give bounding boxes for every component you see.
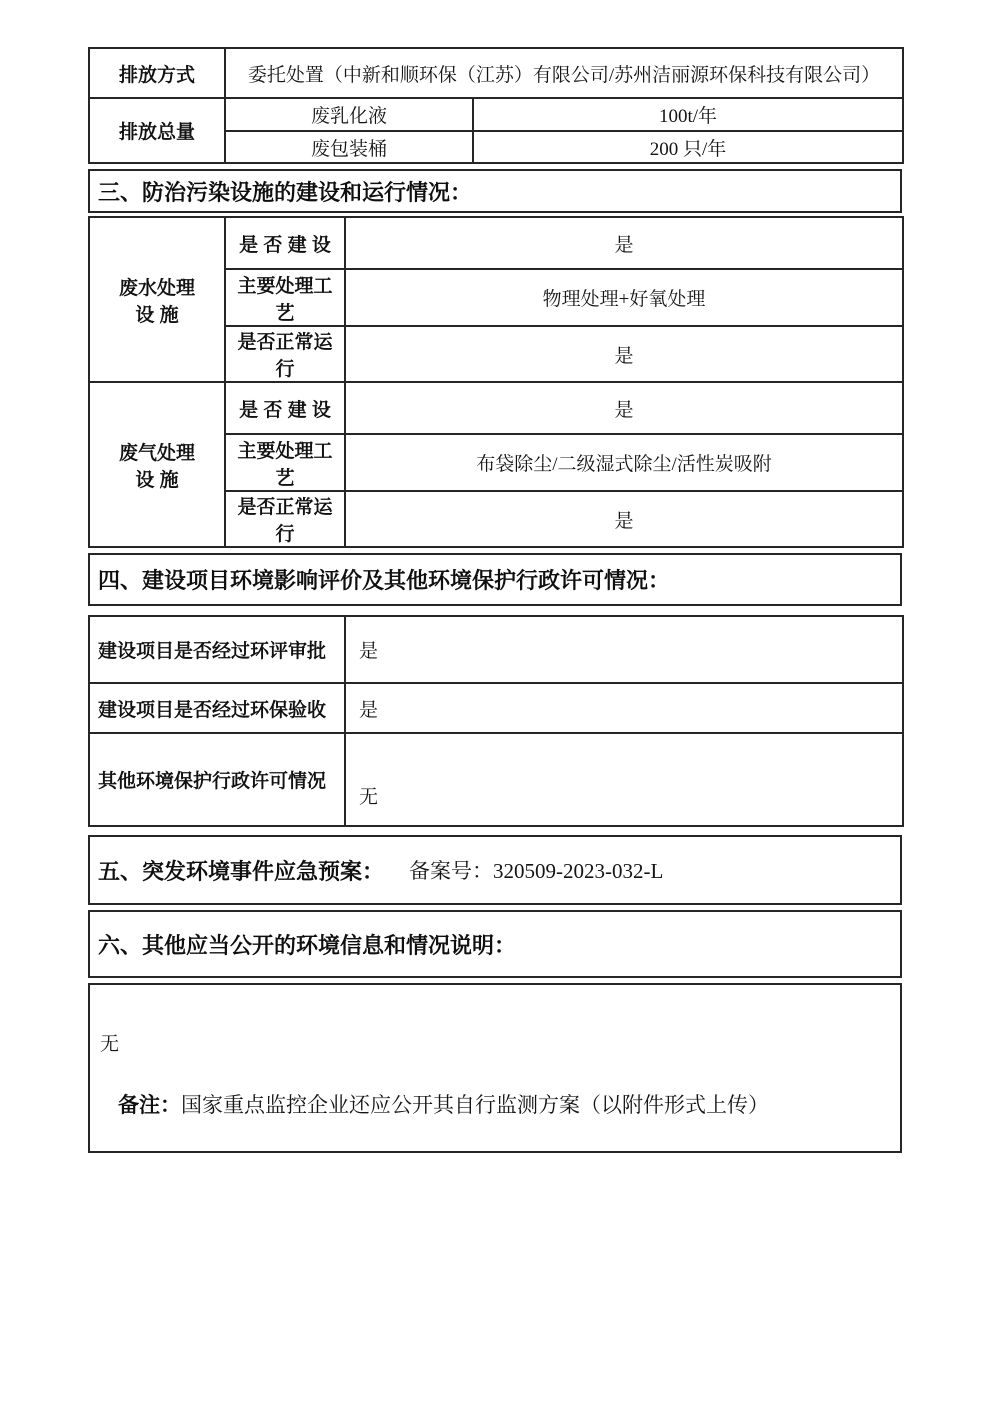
- remark-line: [118, 1089, 769, 1119]
- process-answer-value: 物理处理+好氧处理: [345, 269, 903, 326]
- other-permits-label: 其他环境保护行政许可情况: [89, 733, 345, 826]
- eia-approval-label: 建设项目是否经过环评审批: [89, 616, 345, 683]
- process-question-label: 主要处理工 艺: [225, 434, 345, 491]
- table-row: [89, 683, 903, 733]
- section-six-title: 六、其他应当公开的环境信息和情况说明：: [98, 932, 517, 958]
- built-answer-value: 是: [345, 217, 903, 269]
- table-row: [89, 48, 903, 98]
- normal-operation-question-label: 是否正常运 行: [225, 491, 345, 547]
- approvals-table: [88, 615, 904, 827]
- built-answer-value: 是: [345, 382, 903, 434]
- acceptance-check-label: 建设项目是否经过环保验收: [89, 683, 345, 733]
- other-info-content: 无: [100, 1034, 120, 1055]
- built-question-label: 是 否 建 设: [225, 217, 345, 269]
- acceptance-check-value: 是: [345, 683, 903, 733]
- wastegas-group-label: 废气处理 设 施: [89, 382, 225, 547]
- section-five-title: 五、突发环境事件应急预案：: [98, 858, 385, 884]
- document-page: [88, 47, 902, 1153]
- section-four-heading: [88, 553, 902, 606]
- section-three-heading: [88, 169, 902, 213]
- table-row: [89, 382, 903, 434]
- table-row: [89, 616, 903, 683]
- waste-name-cell: 废乳化液: [225, 98, 473, 131]
- remark-text: 国家重点监控企业还应公开其自行监测方案（以附件形式上传）: [181, 1093, 769, 1117]
- process-answer-value: 布袋除尘/二级湿式除尘/活性炭吸附: [345, 434, 903, 491]
- built-question-label: 是 否 建 设: [225, 382, 345, 434]
- eia-approval-value: 是: [345, 616, 903, 683]
- section-three-title: 三、防治污染设施的建设和运行情况：: [98, 179, 473, 205]
- waste-amount-cell: 200 只/年: [473, 131, 903, 163]
- waste-amount-cell: 100t/年: [473, 98, 903, 131]
- process-question-label: 主要处理工 艺: [225, 269, 345, 326]
- wastewater-group-label: 废水处理 设 施: [89, 217, 225, 382]
- section-six-heading: [88, 910, 902, 978]
- discharge-method-label: 排放方式: [89, 48, 225, 98]
- table-row: [89, 98, 903, 131]
- other-info-box: [88, 983, 902, 1153]
- table-row: [89, 733, 903, 826]
- filing-number: 备案号：320509-2023-032-L: [409, 859, 664, 883]
- section-four-title: 四、建设项目环境影响评价及其他环境保护行政许可情况：: [98, 568, 671, 593]
- normal-operation-question-label: 是否正常运 行: [225, 326, 345, 382]
- remark-label: 备注：: [118, 1094, 181, 1117]
- emissions-table: [88, 47, 904, 164]
- table-row: [89, 217, 903, 269]
- normal-operation-answer-value: 是: [345, 326, 903, 382]
- facilities-table: [88, 216, 904, 548]
- total-discharge-label: 排放总量: [89, 98, 225, 163]
- normal-operation-answer-value: 是: [345, 491, 903, 547]
- waste-name-cell: 废包装桶: [225, 131, 473, 163]
- section-five-heading: [88, 835, 902, 905]
- discharge-method-value: 委托处置（中新和顺环保（江苏）有限公司/苏州洁丽源环保科技有限公司）: [225, 48, 903, 98]
- other-permits-value: 无: [345, 733, 903, 826]
